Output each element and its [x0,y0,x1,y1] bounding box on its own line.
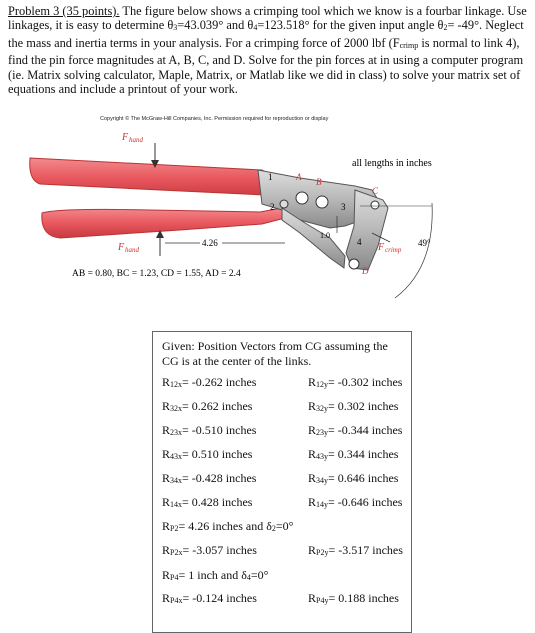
link-lengths: AB = 0.80, BC = 1.23, CD = 1.55, AD = 2.4 [72,269,241,279]
vector-symbol: R [308,375,317,389]
point-C: C [372,186,379,196]
vector-subscript: 32y [316,404,329,413]
position-vector-r-5 [308,495,402,510]
problem-text-2: =43.039° and θ [177,18,254,33]
pin-center [280,200,288,208]
position-vector-l-2 [162,423,256,438]
vector-subscript: 12y [316,380,329,389]
rp2y-value: = -3.517 inches [328,543,403,557]
f-hand-bottom-sub: hand [125,246,139,254]
rp2x-value: = -3.057 inches [182,543,257,557]
sub: P2 [170,524,179,533]
rp4y-value: = 0.188 inches [328,591,399,605]
pin-B [316,196,328,208]
problem-text-1: The figure below shows a crimping tool which we know is a fourbar linkage. Use linkages, it is easy to determine θ [8,4,527,33]
problem-header: Problem 3 (35 points). [8,4,120,18]
pin-D [349,259,359,269]
vector-subscript: 34y [316,476,329,485]
sub: P4x [170,596,183,605]
rp4y-line [308,591,399,606]
lower-handle [42,208,285,238]
rp4x-value: = -0.124 inches [182,591,257,605]
sub: P4y [316,596,329,605]
sub: 3 [173,23,178,33]
vector-symbol: R [162,399,171,413]
vector-value: = 0.344 inches [328,447,399,461]
f-hand-top-label: F [122,132,129,143]
sub: 2 [271,524,276,533]
sub: P4 [170,573,179,582]
vector-value: = 0.646 inches [328,471,399,485]
vector-symbol: R [308,495,317,509]
pin-label-1: 1 [268,172,273,182]
vector-value: = -0.302 inches [328,375,403,389]
vector-value: = -0.428 inches [182,471,257,485]
given-title: Given: Position Vectors from CG assuming the CG is at the center of the links. [162,339,388,368]
sym: R [162,519,171,533]
problem-text-4: = -49°. Neglect the mass and inertia terms in your analysis. For a crimping force of 2000 lbf (F [8,18,524,50]
f-hand-top-sub: hand [129,136,143,144]
sub: 4 [253,23,258,33]
sym: R [162,568,171,582]
point-A: A [296,172,302,182]
vector-symbol: R [162,495,171,509]
vector-value: = -0.262 inches [182,375,257,389]
rp2-text: = 4.26 inches and δ [178,519,272,533]
vector-symbol: R [162,423,171,437]
vector-subscript: 43x [170,452,183,461]
vector-value: = 0.510 inches [182,447,253,461]
sub: 2 [443,23,448,33]
f-crimp-sub: crimp [385,246,402,254]
position-vector-r-0 [308,375,402,390]
pin-A [296,192,308,204]
dim-426-label: 4.26 [202,238,218,248]
sub: P2x [170,548,183,557]
rp4-end: =0° [250,568,269,582]
copyright-note: Copyright © The McGraw-Hill Companies, Inc. Permission required for reproduction or display [100,116,329,122]
rp4x-line [162,591,257,606]
vector-value: = 0.262 inches [182,399,253,413]
vector-subscript: 34x [170,476,183,485]
problem-text-5: is normal to link 4), find the pin force magnitudes at A, B, C, and D. Solve for the pin forces at in using a computer program (ie. Matrix solving calculator, Maple, Matrix, or Matlab like we did in class) to solve your matrix set of equations and include a printout of your work. [8,35,524,97]
all-lengths-note: all lengths in inches [352,158,432,169]
vector-value: = -0.344 inches [328,423,403,437]
sub: 4 [246,573,251,582]
point-B: B [316,177,322,187]
problem-statement [8,4,530,96]
problem-text-3: =123.518° for the given input angle θ [257,18,444,33]
vector-value: = -0.510 inches [182,423,257,437]
position-vector-r-4 [308,471,398,486]
pin-label-4: 4 [357,237,362,247]
crimping-tool-figure [0,108,535,333]
f-crimp-label: F [378,242,385,253]
vector-subscript: 32x [170,404,183,413]
position-vector-r-3 [308,447,398,462]
vector-value: = -0.646 inches [328,495,403,509]
rp2x-line [162,543,257,558]
rp4-line [162,568,268,583]
f-hand-bottom-label: F [118,242,125,253]
vector-subscript: 23y [316,428,329,437]
point-D: D [362,266,369,276]
position-vector-l-0 [162,375,256,390]
upper-handle [30,158,290,198]
vector-symbol: R [162,447,171,461]
given-box [152,331,412,633]
vector-subscript: 43y [316,452,329,461]
f-hand-bottom-arrow [156,230,164,256]
angle-49-label: 49° [418,238,431,248]
vector-subscript: 23x [170,428,183,437]
pin-label-3: 3 [341,202,346,212]
vector-symbol: R [308,447,317,461]
position-vector-l-1 [162,399,252,414]
sym: R [308,543,317,557]
vector-subscript: 14y [316,500,329,509]
vector-subscript: 14x [170,500,183,509]
sym: R [162,591,171,605]
vector-symbol: R [308,399,317,413]
dim-10-label: 1.0 [320,231,330,240]
position-vector-r-2 [308,423,402,438]
vector-value: = 0.302 inches [328,399,399,413]
rp4-text: = 1 inch and δ [178,568,247,582]
sym: R [308,591,317,605]
pin-label-2: 2 [270,202,275,212]
vector-symbol: R [162,471,171,485]
vector-symbol: R [308,423,317,437]
sub: crimp [399,40,419,50]
vector-symbol: R [162,375,171,389]
rp2-end: =0° [275,519,294,533]
position-vector-r-1 [308,399,398,414]
rp2-line [162,519,293,534]
position-vector-l-4 [162,471,256,486]
sym: R [162,543,171,557]
position-vector-l-3 [162,447,252,462]
sub: P2y [316,548,329,557]
rp2y-line [308,543,403,558]
position-vector-l-5 [162,495,252,510]
vector-symbol: R [308,471,317,485]
vector-subscript: 12x [170,380,183,389]
vector-value: = 0.428 inches [182,495,253,509]
pin-C [371,201,379,209]
